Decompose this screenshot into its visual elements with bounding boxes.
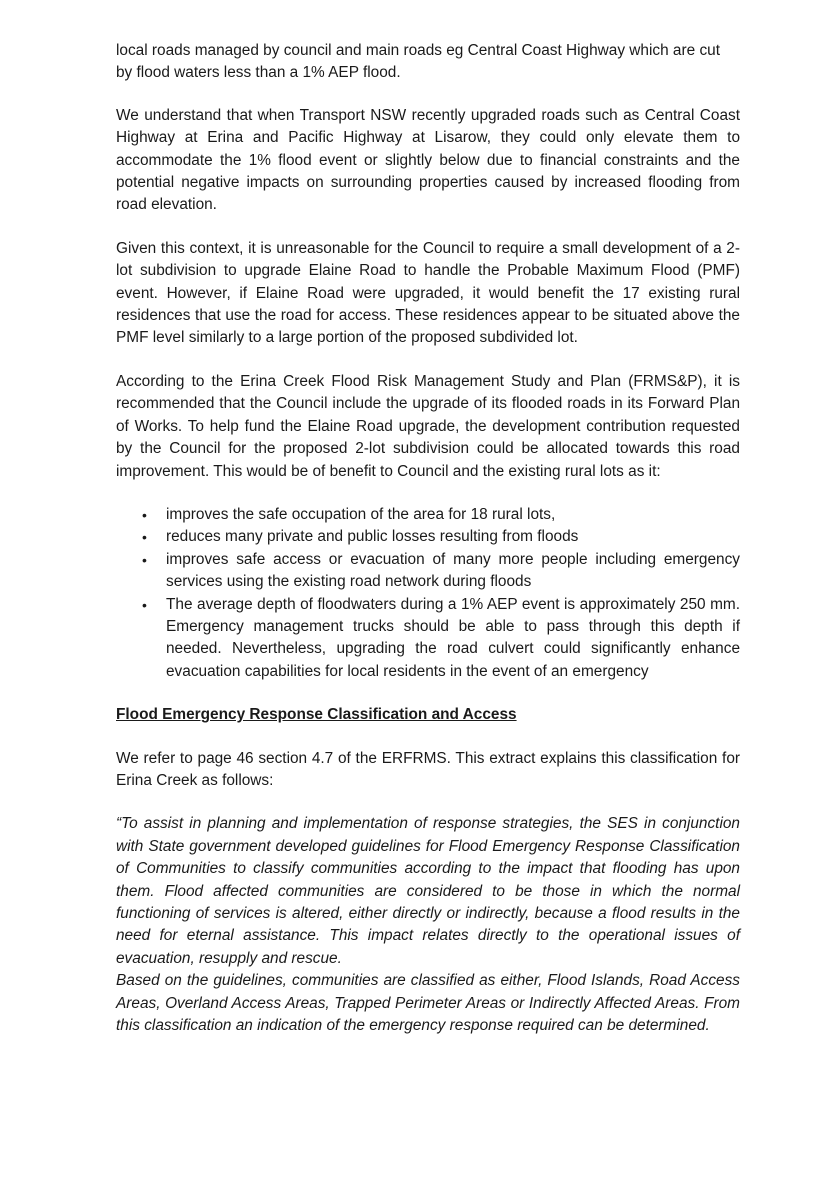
spacer bbox=[116, 727, 740, 748]
paragraph-context: Given this context, it is unreasonable for the Council to require a small development of a 2-lot subdivision to upgrade Elaine Road to handle the Probable Maximum Flood (PMF) event. However, if Elaine Road were upgraded, it would benefit the 17 existing rural residences that use the road for access. These residences appear to be situated above the PMF level similarly to a large portion of the proposed subdivided lot. bbox=[116, 239, 740, 347]
quote-paragraph-2: Based on the guidelines, communities are classified as either, Flood Islands, Road Access Areas, Overland Access Areas, Trapped Perimeter Areas or Indirectly Affected Areas. From this classification an indication of the emergency response required can be determined. bbox=[116, 972, 740, 1035]
bullet-icon: • bbox=[142, 506, 147, 523]
paragraph-intro: local roads managed by council and main roads eg Central Coast Highway which are cut by flood waters less than a 1% AEP flood. bbox=[116, 42, 720, 82]
paragraph-transport-nsw: We understand that when Transport NSW recently upgraded roads such as Central Coast Highway at Erina and Pacific Highway at Lisarow, they could only elevate them to accommodate the 1% flood event or slightly below due to financial constraints and the potential negative impacts on surrounding properties caused by increased flooding from road elevation. bbox=[116, 106, 740, 214]
spacer bbox=[116, 483, 740, 504]
bullet-icon: • bbox=[142, 551, 147, 568]
list-item-text: improves safe access or evacuation of many more people including emergency services using the existing road network during floods bbox=[166, 550, 740, 591]
bullet-icon: • bbox=[142, 529, 147, 546]
spacer bbox=[116, 350, 740, 371]
paragraph-erfrms-reference: We refer to page 46 section 4.7 of the ERFRMS. This extract explains this classification for Erina Creek as follows: bbox=[116, 749, 740, 789]
spacer bbox=[116, 792, 740, 813]
list-item bbox=[116, 504, 740, 526]
bullet-icon: • bbox=[142, 596, 147, 613]
spacer bbox=[116, 683, 740, 704]
document-page bbox=[116, 40, 740, 1037]
spacer bbox=[116, 217, 740, 238]
list-item-text: The average depth of floodwaters during a 1% AEP event is approximately 250 mm. Emergency management trucks should be able to pass through this depth if needed. Nevertheless, upgrading the road culvert could significantly enhance evacuation capabilities for local residents in the event of an emergency bbox=[166, 595, 740, 680]
quote-paragraph-1: “To assist in planning and implementation of response strategies, the SES in conjunction with State government developed guidelines for Flood Emergency Response Classification of Communities to classify communities according to the impact that flooding has upon them. Flood affected communities are considered to be those in which the normal functioning of services is altered, either directly or indirectly, because a flood results in the need for eternal assistance. This impact relates directly to the operational issues of evacuation, resupply and rescue. bbox=[116, 815, 740, 967]
section-heading: Flood Emergency Response Classification and Access bbox=[116, 706, 517, 724]
benefits-list bbox=[116, 504, 740, 683]
list-item bbox=[116, 594, 740, 684]
list-item-text: improves the safe occupation of the area for 18 rural lots, bbox=[166, 505, 556, 523]
spacer bbox=[116, 85, 740, 105]
paragraph-frmsp: According to the Erina Creek Flood Risk Management Study and Plan (FRMS&P), it is recommended that the Council include the upgrade of its flooded roads in its Forward Plan of Works. To help fund the Elaine Road upgrade, the development contribution requested by the Council for the proposed 2-lot subdivision could be allocated towards this road improvement. This would be of benefit to Council and the existing rural lots as it: bbox=[116, 372, 740, 480]
list-item-text: reduces many private and public losses resulting from floods bbox=[166, 528, 579, 546]
list-item bbox=[116, 549, 740, 594]
list-item bbox=[116, 526, 740, 548]
